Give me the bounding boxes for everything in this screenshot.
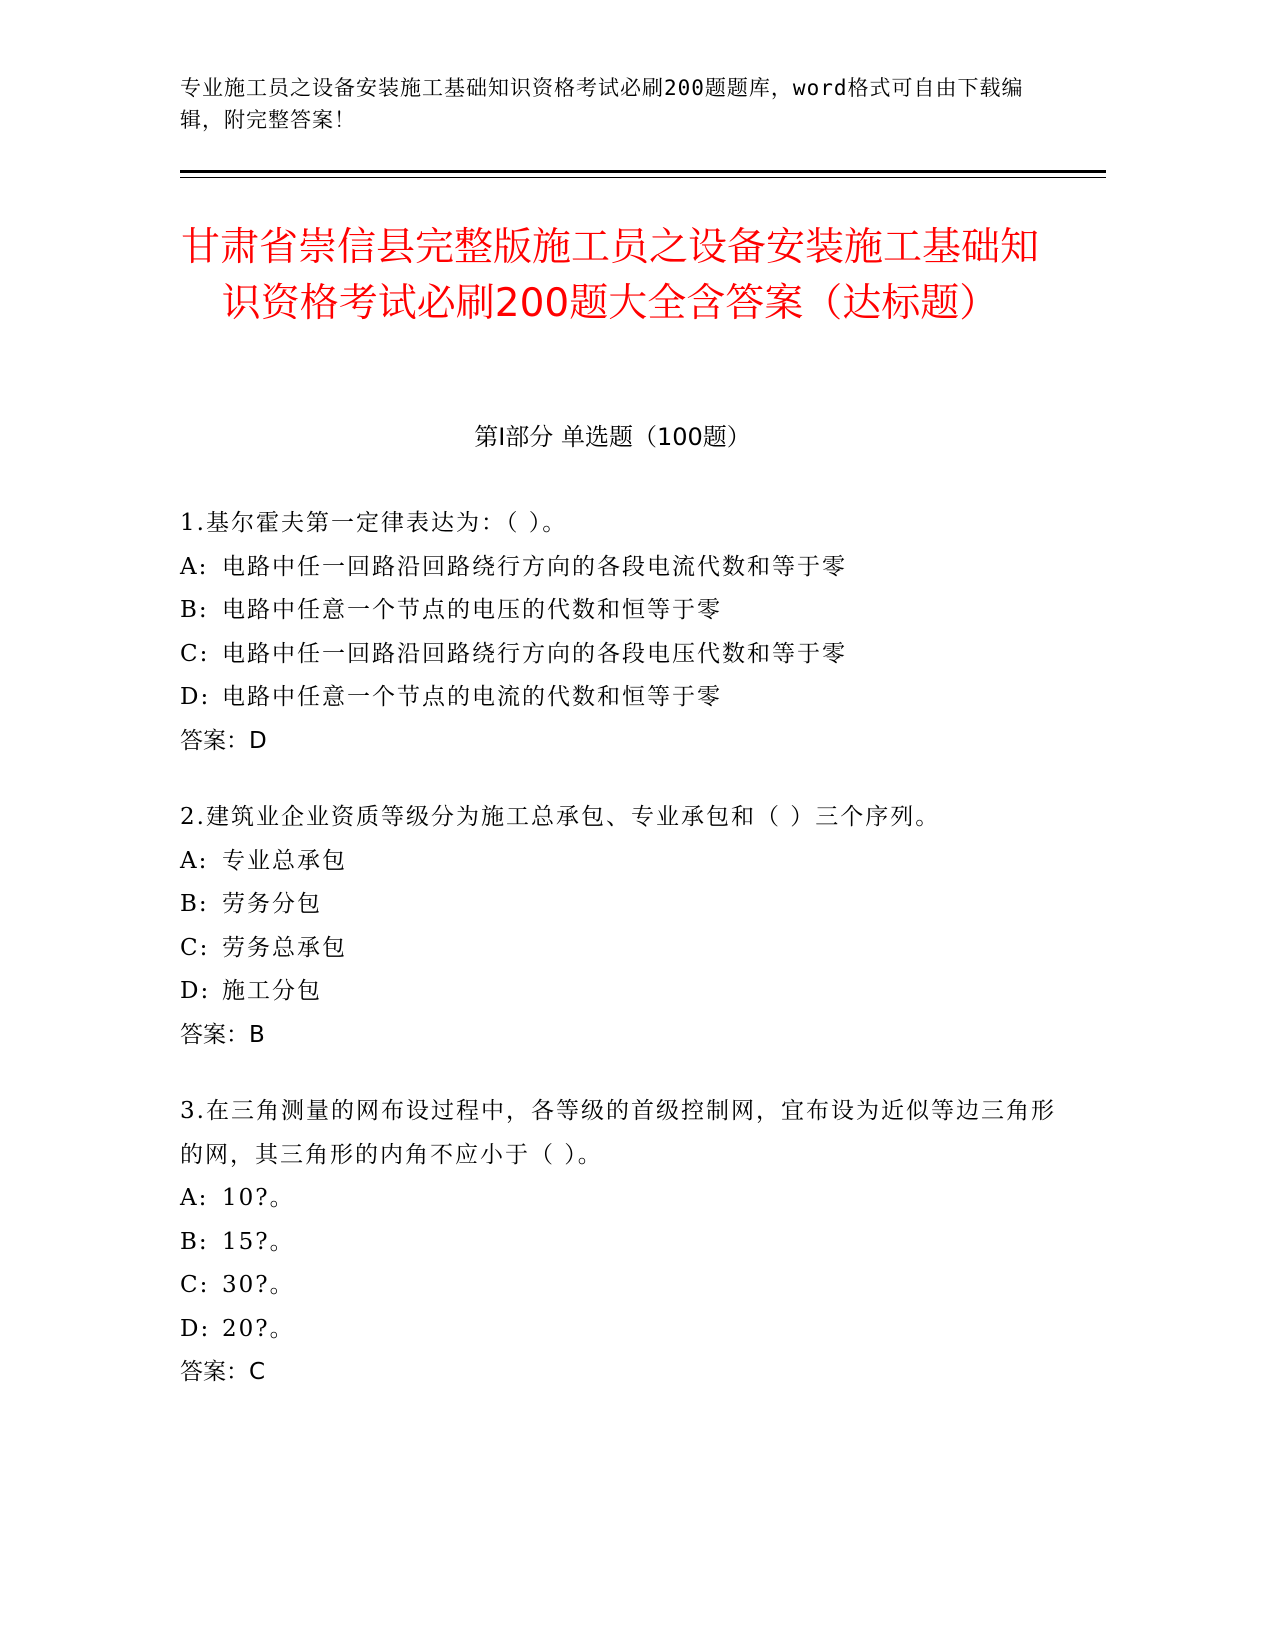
answer-line: 答案：D <box>180 727 267 754</box>
option-letter: D: <box>180 1315 211 1342</box>
question-stem: 3.在三角测量的网布设过程中，各等级的首级控制网，宜布设为近似等边三角形的网，其三角形的内角不应小于（ ）。 <box>180 1098 1056 1168</box>
question-stem: 1.基尔霍夫第一定律表达为：（ ）。 <box>180 510 568 536</box>
option-text: 20?。 <box>222 1315 295 1342</box>
option-a <box>180 840 1060 884</box>
option-text: 30?。 <box>222 1272 295 1298</box>
option-a <box>180 546 1060 590</box>
option-letter: A: <box>180 1185 209 1211</box>
header-divider-thin <box>180 177 1106 178</box>
option-letter: A: <box>180 553 209 580</box>
option-d <box>180 970 1060 1014</box>
question-item <box>180 502 1060 763</box>
option-letter: C: <box>180 1272 210 1298</box>
question-item <box>180 1090 1060 1395</box>
option-letter: A: <box>180 847 209 874</box>
option-letter: B: <box>180 891 209 917</box>
option-c <box>180 633 1060 677</box>
question-item <box>180 796 1060 1057</box>
header-note: 专业施工员之设备安装施工基础知识资格考试必刷200题题库，word格式可自由下载编辑，附完整答案！ <box>180 76 1024 132</box>
option-text: 电路中任一回路沿回路绕行方向的各段电流代数和等于零 <box>222 553 847 580</box>
option-b <box>180 883 1060 927</box>
option-text: 专业总承包 <box>222 847 347 874</box>
question-stem: 2.建筑业企业资质等级分为施工总承包、专业承包和（ ）三个序列。 <box>180 804 941 830</box>
option-text: 劳务分包 <box>222 891 322 917</box>
option-text: 施工分包 <box>222 978 322 1004</box>
option-letter: C: <box>180 640 210 667</box>
option-letter: C: <box>180 934 210 961</box>
option-d <box>180 1308 1060 1352</box>
option-text: 电路中任一回路沿回路绕行方向的各段电压代数和等于零 <box>222 640 847 667</box>
option-text: 电路中任意一个节点的电压的代数和恒等于零 <box>222 597 722 623</box>
option-letter: D: <box>180 978 211 1004</box>
option-letter: B: <box>180 597 209 623</box>
option-text: 15?。 <box>222 1228 295 1255</box>
option-b <box>180 1221 1060 1265</box>
option-b <box>180 589 1060 633</box>
option-text: 电路中任意一个节点的电流的代数和恒等于零 <box>222 684 722 710</box>
option-text: 劳务总承包 <box>222 934 347 961</box>
option-letter: B: <box>180 1228 209 1255</box>
option-letter: D: <box>180 684 211 710</box>
question-list <box>180 502 1060 1428</box>
option-text: 10?。 <box>222 1185 295 1211</box>
header-divider-thick <box>180 170 1106 173</box>
answer-line: 答案：C <box>180 1359 266 1385</box>
option-d <box>180 676 1060 720</box>
option-c <box>180 1264 1060 1308</box>
document-title: 甘肃省崇信县完整版施工员之设备安装施工基础知识资格考试必刷200题大全含答案（达标题） <box>180 225 1039 326</box>
option-c <box>180 927 1060 971</box>
answer-line: 答案：B <box>180 1021 265 1048</box>
section-heading: 第Ⅰ部分 单选题（100题） <box>474 423 751 451</box>
option-a <box>180 1177 1060 1221</box>
